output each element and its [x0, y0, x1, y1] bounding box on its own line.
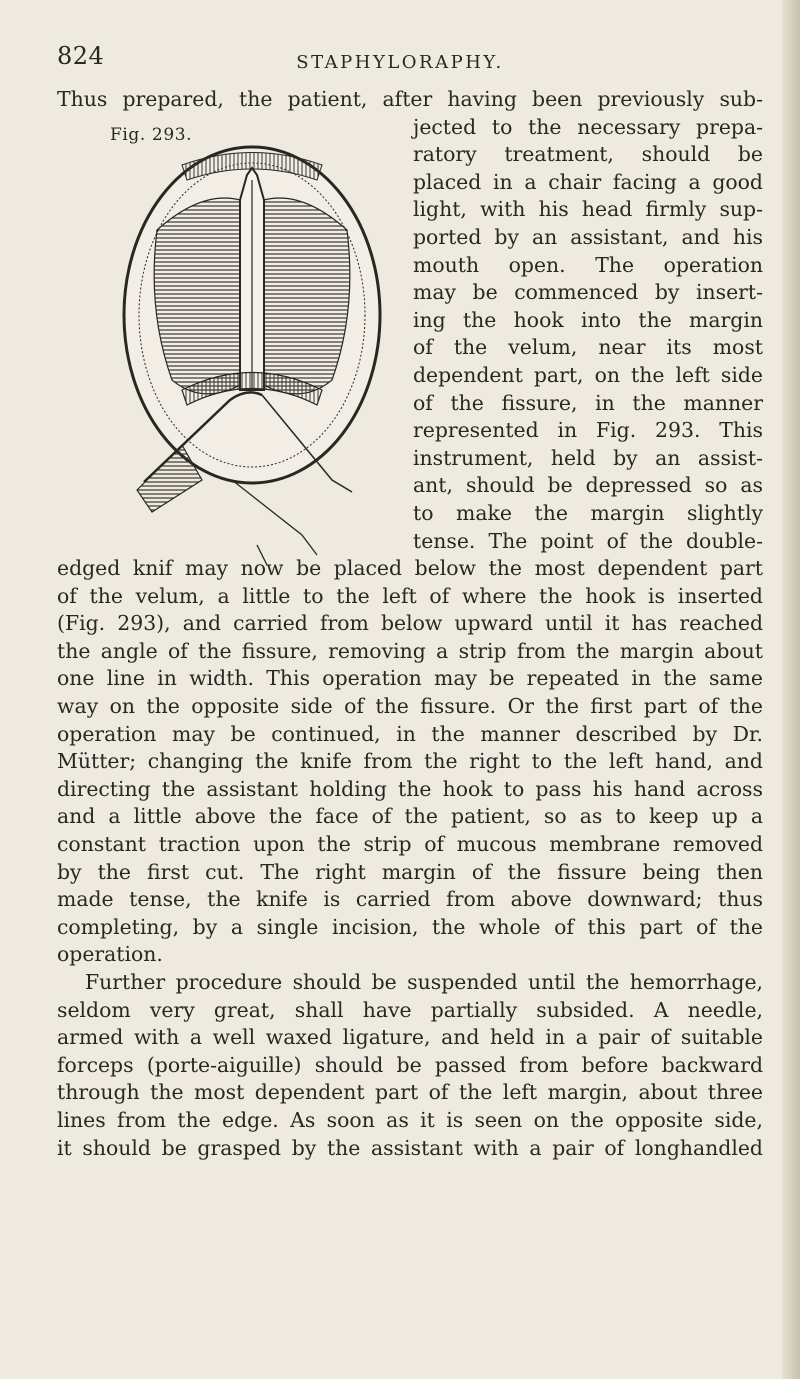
- text-line: mouth open. The operation: [413, 252, 763, 277]
- body-text: [57, 86, 763, 1162]
- text-line: of the fissure, in the manner: [413, 390, 763, 415]
- page-edge: [782, 0, 800, 1379]
- text-line: seldom very great, shall have partially subsided. A needle,: [57, 997, 763, 1022]
- text-line: of the velum, a little to the left of where the hook is inserted: [57, 583, 763, 608]
- text-line: (Fig. 293), and carried from below upward until it has reached: [57, 611, 763, 636]
- text-line: by the first cut. The right margin of the fissure being then: [57, 859, 763, 884]
- text-line: edged knif may now be placed below the most dependent part: [57, 556, 763, 581]
- text-line: operation.: [57, 942, 163, 967]
- text-line: one line in width. This operation may be repeated in the same: [57, 666, 763, 691]
- text-line: ported by an assistant, and his: [413, 224, 763, 249]
- text-line: directing the assistant holding the hook to pass his hand across: [57, 776, 763, 801]
- text-line: Mütter; changing the knife from the right to the left hand, and: [57, 749, 763, 774]
- text-line: ratory treatment, should be: [413, 142, 763, 167]
- text-line: Thus prepared, the patient, after having been previously sub-: [57, 87, 763, 111]
- text-line: may be commenced by insert-: [413, 280, 763, 305]
- text-line: armed with a well waxed ligature, and held in a pair of suitable: [57, 1025, 763, 1050]
- text-line: tense. The point of the double-: [413, 528, 763, 553]
- text-line: ant, should be depressed so as: [413, 473, 763, 498]
- text-line: forceps (porte-aiguille) should be passed from before backward: [57, 1052, 763, 1077]
- figure-caption: Fig. 293.: [110, 125, 193, 145]
- text-line: instrument, held by an assist-: [413, 445, 763, 470]
- text-line: lines from the edge. As soon as it is seen on the opposite side,: [57, 1107, 763, 1132]
- text-line: to make the margin slightly: [413, 500, 763, 525]
- text-line: completing, by a single incision, the whole of this part of the: [57, 914, 763, 939]
- text-line: made tense, the knife is carried from above downward; thus: [57, 887, 763, 912]
- text-line: placed in a chair facing a good: [413, 169, 763, 194]
- text-line: the angle of the fissure, removing a strip from the margin about: [57, 638, 763, 663]
- text-line: light, with his head firmly sup-: [413, 197, 763, 222]
- text-line: through the most dependent part of the left margin, about three: [57, 1080, 763, 1105]
- running-head: STAPHYLORAPHY.: [296, 52, 504, 73]
- text-line: constant traction upon the strip of mucous membrane removed: [57, 832, 763, 857]
- page-number: 824: [57, 42, 105, 70]
- text-line: it should be grasped by the assistant with a pair of longhandled: [57, 1135, 763, 1160]
- text-line: represented in Fig. 293. This: [413, 418, 763, 443]
- text-line: Further procedure should be suspended until the hemorrhage,: [85, 970, 763, 994]
- text-line: operation may be continued, in the manner described by Dr.: [57, 721, 763, 746]
- text-line: of the velum, near its most: [413, 335, 763, 360]
- text-line: way on the opposite side of the fissure. Or the first part of the: [57, 694, 763, 719]
- text-line: jected to the necessary prepa-: [413, 114, 763, 139]
- text-line: dependent part, on the left side: [413, 362, 763, 387]
- text-line: ing the hook into the margin: [413, 307, 763, 332]
- text-line: and a little above the face of the patient, so as to keep up a: [57, 804, 763, 829]
